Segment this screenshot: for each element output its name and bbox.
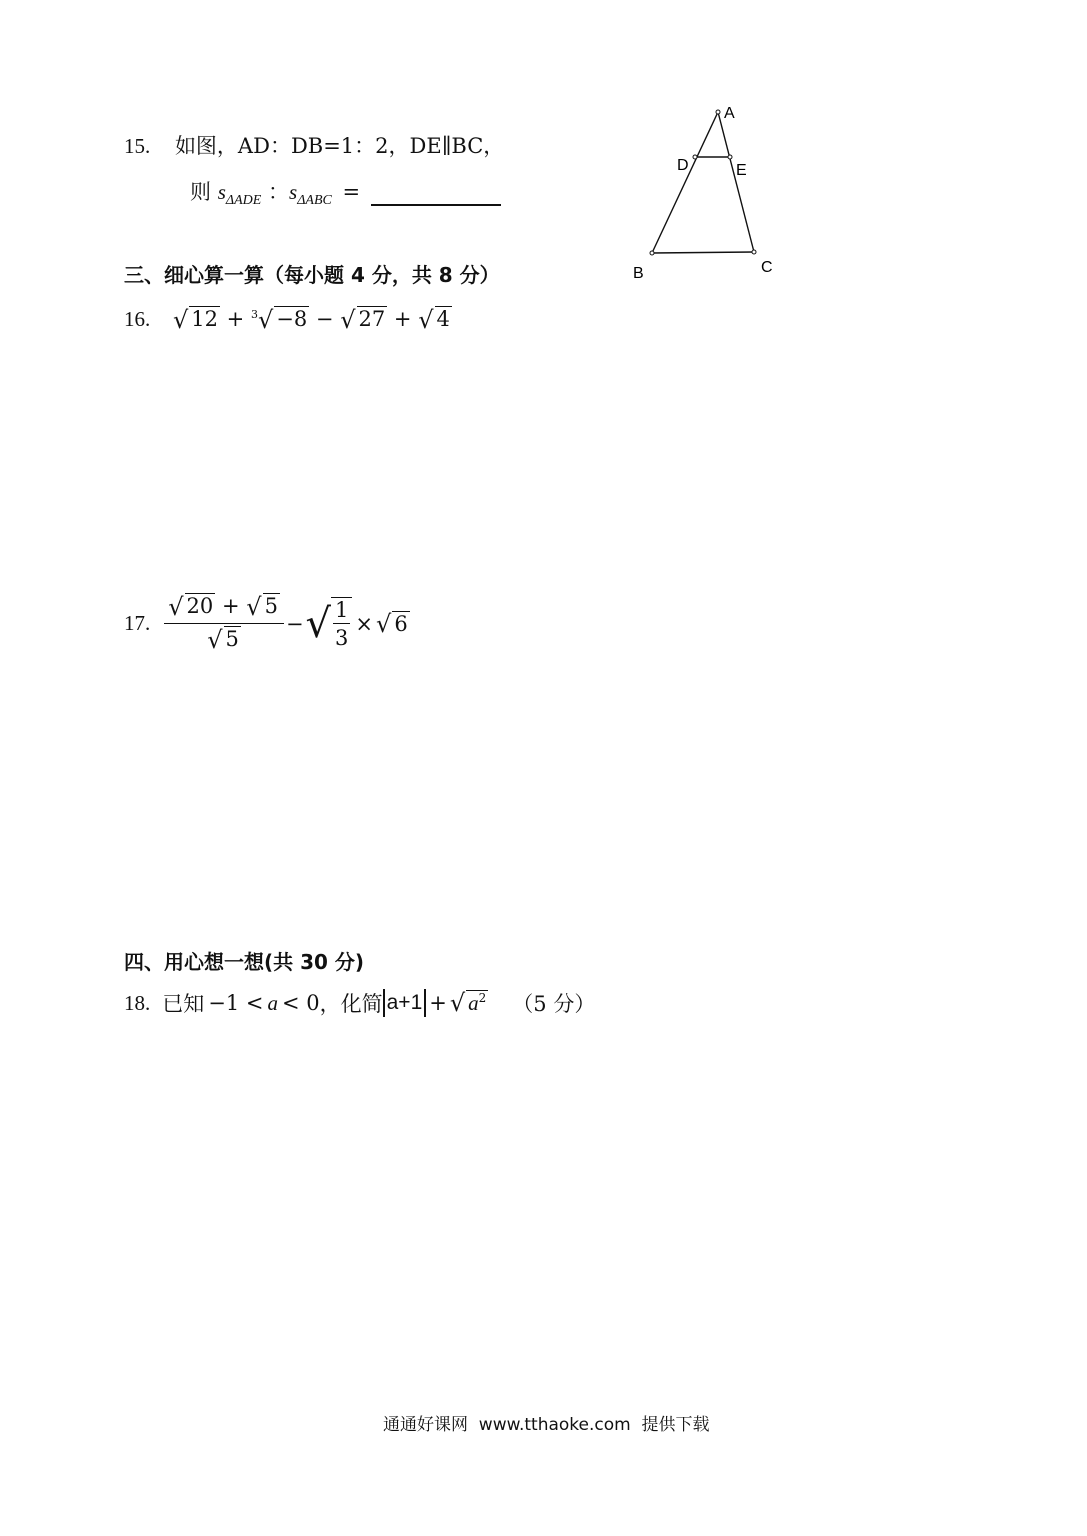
point-a: [716, 110, 720, 114]
q16-number: 16.: [124, 307, 151, 331]
label-e: E: [736, 162, 747, 179]
side-ab: [652, 112, 718, 253]
q15-s2: s: [289, 180, 298, 204]
q15-s1: s: [217, 180, 226, 204]
q17-sqrt-6: 6: [394, 612, 408, 636]
label-d: D: [677, 157, 689, 174]
q18-cond-right: < 0: [281, 991, 320, 1015]
q18-var: a: [267, 990, 278, 1015]
label-a: A: [724, 105, 735, 122]
q15-prefix: 则: [190, 180, 211, 204]
abs-bar-left: [383, 989, 385, 1017]
q16-sqrt-4: 4: [436, 307, 450, 331]
q15-sub1: ΔADE: [225, 193, 262, 208]
q16-expression: 16. √ 12 + $^3$√ −8 − √ 27 + √ 4: [124, 306, 450, 334]
triangle-figure: [620, 95, 800, 290]
q18-points: （5 分）: [512, 992, 596, 1016]
q18-expression: 18. 已知 −1 < a < 0 ，化简 a+1 + √ $a^2$ （5 分）: [124, 989, 596, 1017]
side-ac: [718, 112, 754, 252]
q15-answer-blank[interactable]: [371, 184, 501, 206]
q16-sqrt-27: 27: [358, 307, 386, 331]
q17-sqrt-5-num: 5: [264, 594, 278, 618]
point-e: [728, 155, 732, 159]
q17-inner-fraction: [331, 597, 352, 650]
q15-text: 如图，AD：DB=1：2，DE∥BC，: [174, 134, 505, 158]
section3-heading: 三、细心算一算（每小题 4 分，共 8 分）: [124, 263, 500, 287]
q16-cube-index: 3: [250, 308, 258, 321]
q18-exp: 2: [478, 991, 487, 1005]
q15-line1: [124, 130, 504, 160]
q17-inner-den: 3: [335, 626, 349, 650]
q17-number: 17.: [124, 611, 151, 635]
q17-expression: 17. $\frac{√ 20 + √ 5}{√ 5}$ − √ $\frac{1}{3}$ × √ 6: [124, 593, 408, 654]
q18-simplify: ，化简: [319, 992, 383, 1016]
q16-cbrt-neg8: −8: [276, 307, 308, 331]
label-b: B: [633, 265, 644, 282]
point-d: [693, 155, 697, 159]
q18-number: 18.: [124, 990, 151, 1015]
point-b: [650, 251, 654, 255]
q15-line2: [190, 176, 501, 206]
side-bc: [652, 252, 754, 253]
q17-times: ×: [355, 611, 374, 636]
q17-sqrt-20: 20: [186, 594, 214, 618]
point-c: [752, 250, 756, 254]
q15-colon: ：: [268, 180, 289, 204]
section4-heading: 四、用心想一想(共 30 分): [124, 950, 365, 974]
label-c: C: [761, 259, 773, 276]
abs-bar-right: [424, 989, 426, 1017]
q16-plus1: +: [226, 307, 245, 331]
q17-num-plus: +: [221, 594, 240, 618]
q17-inner-num: 1: [335, 598, 349, 622]
q15-equals: =: [342, 180, 361, 204]
q16-minus: −: [315, 307, 334, 331]
q18-cond-left: −1 <: [208, 991, 264, 1015]
q18-plus: +: [429, 991, 447, 1015]
q18-abs-content: a+1: [386, 991, 423, 1014]
q17-sqrt-5-den: 5: [225, 627, 239, 651]
q17-minus: −: [285, 611, 304, 636]
q18-rad-var: a: [468, 991, 479, 1015]
q18-given: 已知: [162, 992, 205, 1016]
q15-number: 15.: [124, 134, 151, 158]
q16-sqrt-12: 12: [191, 307, 218, 331]
q15-sub2: ΔABC: [297, 193, 332, 208]
q16-plus2: +: [393, 307, 412, 331]
q17-main-fraction: $\frac{√ 20 + √ 5}{√ 5}$: [164, 593, 284, 654]
footer-text: 通通好课网 www.tthaoke.com 提供下载: [383, 1415, 710, 1435]
q18-sqrt-a2: [466, 990, 488, 1016]
